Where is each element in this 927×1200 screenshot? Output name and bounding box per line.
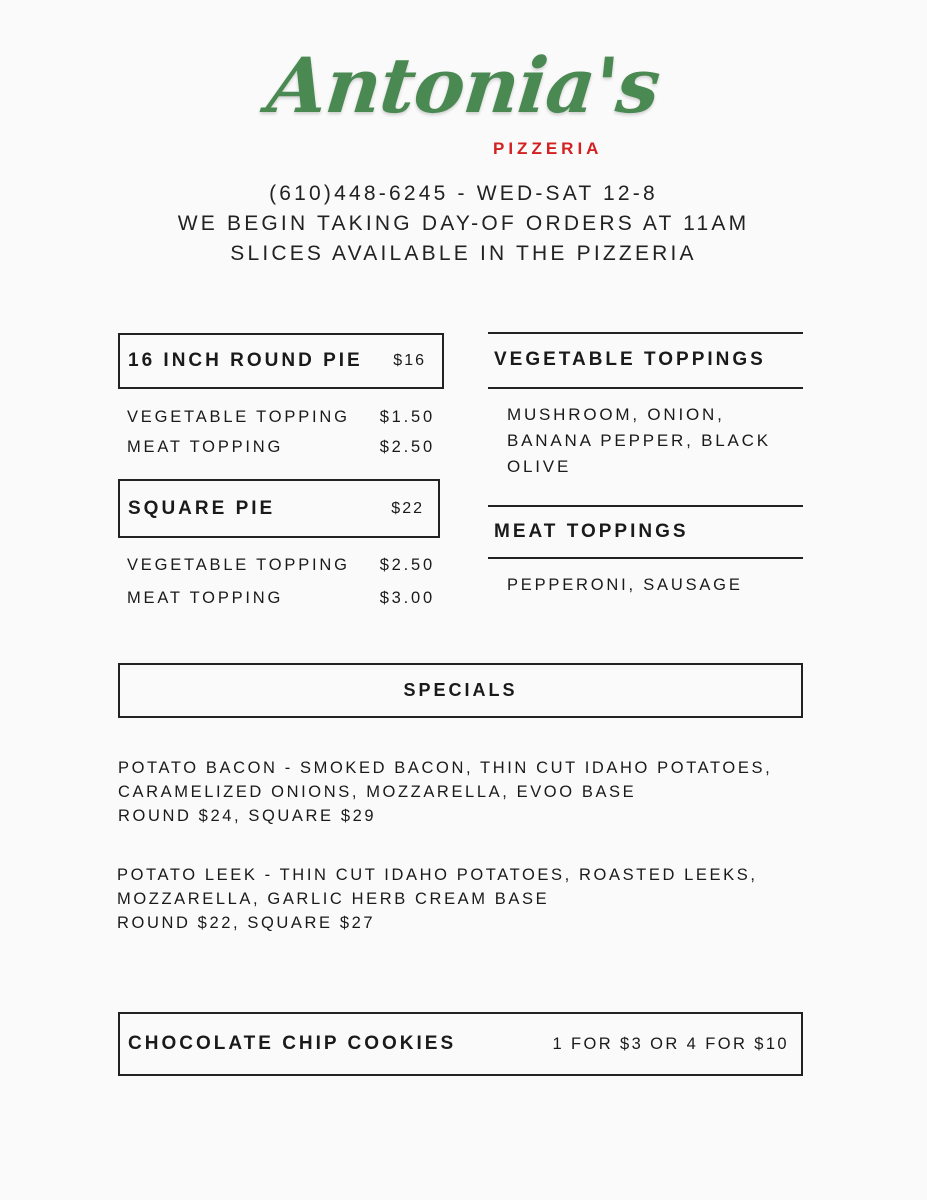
- cookies-box: [118, 1012, 803, 1076]
- slices-notice: SLICES AVAILABLE IN THE PIZZERIA: [230, 242, 697, 265]
- special-line: POTATO LEEK - THIN CUT IDAHO POTATOES, ROASTED LEEKS,: [117, 866, 758, 884]
- square-topping-label: VEGETABLE TOPPING: [127, 556, 350, 574]
- round-topping-label: MEAT TOPPING: [127, 438, 284, 456]
- logo-subtitle: PIZZERIA: [493, 139, 603, 158]
- divider: [488, 557, 803, 559]
- square-topping-row: [127, 556, 435, 575]
- cookies-price: 1 FOR $3 OR 4 FOR $10: [552, 1034, 789, 1053]
- meat-toppings-line: PEPPERONI, SAUSAGE: [507, 576, 743, 594]
- special-line: POTATO BACON - SMOKED BACON, THIN CUT IDAHO POTATOES,: [118, 759, 773, 777]
- square-pie-header: [118, 479, 440, 538]
- specials-title: SPECIALS: [403, 680, 518, 700]
- divider: [488, 387, 803, 389]
- divider: [488, 332, 803, 334]
- special-line: ROUND $22, SQUARE $27: [117, 914, 376, 932]
- round-pie-price: $16: [393, 352, 426, 369]
- phone-hours: (610)448-6245 - WED-SAT 12-8: [269, 182, 658, 205]
- round-topping-price: $1.50: [379, 408, 435, 426]
- special-item-potato-bacon: [118, 756, 818, 828]
- meat-toppings-list: [507, 572, 743, 598]
- cookies-title: CHOCOLATE CHIP COOKIES: [128, 1033, 457, 1054]
- square-topping-price: $3.00: [379, 589, 435, 607]
- vegetable-toppings-line: BANANA PEPPER, BLACK: [507, 431, 771, 450]
- round-topping-row: [127, 408, 435, 427]
- logo-name: Antonia's: [263, 41, 664, 130]
- divider: [488, 505, 803, 507]
- special-line: CARAMELIZED ONIONS, MOZZARELLA, EVOO BASE: [118, 783, 637, 801]
- vegetable-toppings-line: MUSHROOM, ONION,: [507, 405, 725, 424]
- round-topping-price: $2.50: [379, 438, 435, 456]
- square-topping-price: $2.50: [379, 556, 435, 574]
- specials-header: [118, 663, 803, 718]
- round-topping-row: [127, 438, 435, 457]
- order-notice: WE BEGIN TAKING DAY-OF ORDERS AT 11AM: [177, 212, 750, 235]
- meat-toppings-title: MEAT TOPPINGS: [494, 521, 689, 542]
- round-pie-header: [118, 333, 444, 389]
- special-item-potato-leek: [117, 863, 817, 935]
- square-pie-title: SQUARE PIE: [128, 497, 276, 519]
- special-line: MOZZARELLA, GARLIC HERB CREAM BASE: [117, 890, 550, 908]
- square-topping-row: [127, 589, 435, 608]
- vegetable-toppings-line: OLIVE: [507, 457, 572, 476]
- vegetable-toppings-title: VEGETABLE TOPPINGS: [494, 349, 766, 370]
- vegetable-toppings-list: [507, 402, 771, 480]
- round-pie-title: 16 INCH ROUND PIE: [128, 350, 363, 371]
- square-topping-label: MEAT TOPPING: [127, 589, 284, 607]
- special-line: ROUND $24, SQUARE $29: [118, 807, 377, 825]
- round-topping-label: VEGETABLE TOPPING: [127, 408, 350, 426]
- square-pie-price: $22: [391, 499, 424, 517]
